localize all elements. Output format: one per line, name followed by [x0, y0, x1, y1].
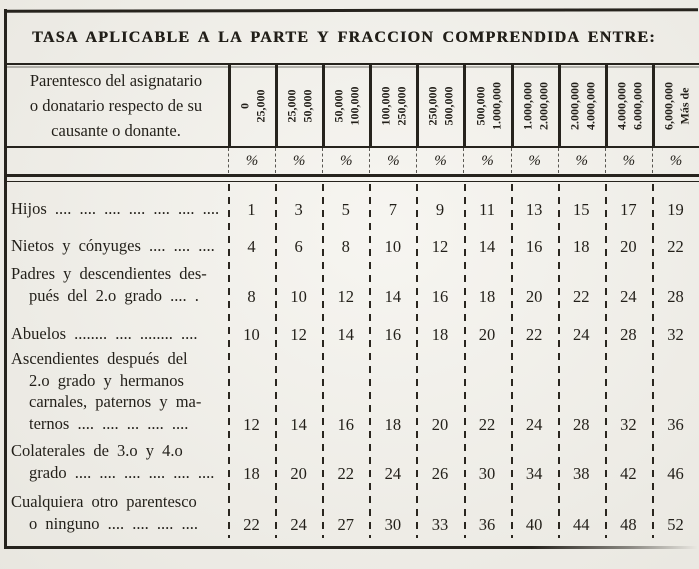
column-header	[652, 65, 699, 146]
bracket-line: 2.000,000	[567, 81, 582, 130]
rate-cell: 24	[525, 415, 543, 434]
bracket-line: 6,000,000	[661, 81, 676, 130]
rate-cell: 10	[290, 287, 307, 306]
column-header-rotated-text	[426, 86, 457, 125]
table-row	[4, 187, 699, 221]
rate-cell: 27	[337, 515, 354, 534]
rate-cell: 16	[337, 415, 354, 434]
rate-cell: 1	[247, 200, 256, 219]
row-header	[4, 65, 228, 146]
rate-cell: 38	[572, 464, 590, 483]
column-header	[369, 65, 416, 146]
rate-cell: 18	[478, 287, 496, 306]
rate-cell: 22	[572, 287, 590, 306]
row-label-line: 2.o grado y hermanos	[29, 370, 184, 390]
table-row	[4, 485, 699, 536]
row-label	[4, 235, 228, 258]
bracket-line: 50,000	[331, 89, 346, 122]
percent-symbol: %	[322, 148, 369, 173]
column-header-rotated-text	[285, 89, 316, 122]
page-title: TASA APLICABLE A LA PARTE Y FRACCION COMPRENDIDA ENTRE:	[32, 28, 656, 46]
rate-cell: 17	[620, 200, 637, 219]
rate-cell: 22	[243, 515, 260, 534]
bracket-line: Más de	[676, 87, 691, 124]
rate-cell: 22	[478, 415, 496, 434]
rate-cell: 32	[620, 415, 637, 434]
rate-cell: 28	[572, 415, 590, 434]
row-label-line: ternos .... .... ... .... ....	[29, 414, 189, 434]
row-label	[4, 263, 228, 308]
rate-cell: 36	[667, 415, 684, 434]
bracket-line: 100,000	[347, 86, 362, 125]
rate-cell: 10	[243, 325, 260, 344]
rate-cell: 24	[290, 515, 307, 534]
bracket-line: 500,000	[472, 86, 487, 125]
table-row	[4, 308, 699, 346]
bracket-line: 25,000	[253, 89, 268, 122]
rate-cell: 24	[620, 287, 637, 306]
rate-cell: 18	[431, 325, 449, 344]
rate-cell: 12	[337, 287, 354, 306]
rate-cell: 24	[384, 464, 402, 483]
row-label-line: Hijos .... .... .... .... .... .... ....	[11, 199, 220, 219]
rate-cell: 22	[667, 237, 684, 256]
column-header-rotated-text	[614, 82, 645, 130]
column-header	[511, 65, 558, 146]
rate-cell: 18	[384, 415, 402, 434]
percent-symbol: %	[416, 148, 463, 173]
column-header	[416, 65, 463, 146]
row-label	[4, 323, 228, 346]
row-header-line: Parentesco del asignatario	[29, 71, 203, 91]
column-header-rotated-text	[520, 82, 551, 130]
row-label-line: Nietos y cónyuges .... .... ....	[11, 236, 215, 256]
rate-cell: 11	[479, 200, 495, 219]
row-label-line: carnales, paternos y ma-	[29, 392, 202, 412]
percent-row-stub	[4, 148, 228, 173]
table-row	[4, 436, 699, 485]
rate-cell: 18	[243, 464, 260, 483]
rate-cell: 34	[525, 464, 543, 483]
bracket-line: 6.000,000	[629, 81, 644, 130]
rate-cell: 5	[341, 200, 350, 219]
rate-cell: 28	[667, 287, 684, 306]
bracket-line: 4.000,000	[614, 81, 629, 130]
bracket-line: 0	[237, 102, 252, 109]
rate-cell: 12	[243, 415, 260, 434]
column-header-rotated-text	[567, 82, 598, 130]
bracket-line: 4.000,000	[582, 81, 597, 130]
table-row	[4, 221, 699, 258]
rate-cell: 48	[620, 515, 637, 534]
row-header-line: causante o donante.	[51, 120, 181, 140]
row-label-line: Cualquiera otro parentesco	[11, 492, 197, 512]
rate-cell: 13	[525, 200, 543, 219]
row-label	[4, 440, 228, 485]
row-label-line: Colaterales de 3.o y 4.o	[11, 441, 183, 461]
rate-cell: 20	[525, 287, 543, 306]
rate-cell: 14	[478, 237, 496, 256]
rate-cell: 14	[337, 325, 354, 344]
rate-cell: 8	[341, 237, 350, 256]
bracket-line: 500,000	[441, 86, 456, 125]
row-label-line: o ninguno .... .... .... ....	[29, 514, 198, 534]
bracket-line: 1.000,000	[520, 81, 535, 130]
percent-symbol: %	[463, 148, 510, 173]
rate-cell: 30	[478, 464, 496, 483]
percent-symbol: %	[275, 148, 322, 173]
double-rule	[4, 174, 699, 182]
percent-symbol: %	[228, 148, 275, 173]
rate-cell: 40	[525, 515, 543, 534]
rate-cell: 3	[294, 200, 303, 219]
percent-symbol: %	[511, 148, 558, 173]
bracket-line: 2.000,000	[535, 81, 550, 130]
rate-cell: 20	[290, 464, 307, 483]
bracket-line: 100,000	[378, 86, 393, 125]
rate-cell: 20	[478, 325, 496, 344]
rate-cell: 19	[667, 200, 684, 219]
row-label	[4, 491, 228, 536]
rate-cell: 52	[667, 515, 684, 534]
row-label	[4, 348, 228, 436]
row-header-line: o donatario respecto de su	[29, 96, 203, 116]
rate-cell: 22	[337, 464, 354, 483]
rate-cell: 14	[384, 287, 402, 306]
rate-cell: 30	[384, 515, 402, 534]
row-label	[4, 198, 228, 221]
table-header	[4, 65, 699, 146]
row-label-line: pués del 2.o grado .... .	[29, 286, 199, 306]
row-label-line: Padres y descendientes des-	[11, 264, 207, 284]
rate-cell: 8	[247, 287, 256, 306]
column-header-rotated-text	[661, 82, 692, 130]
bracket-line: 25,000	[284, 89, 299, 122]
rate-cell: 22	[525, 325, 543, 344]
rate-cell: 24	[572, 325, 590, 344]
bracket-line: 250,000	[394, 86, 409, 125]
rate-cell: 42	[620, 464, 637, 483]
bracket-line: 1.000,000	[488, 81, 503, 130]
column-header	[605, 65, 652, 146]
percent-symbol: %	[558, 148, 605, 173]
rate-cell: 12	[431, 237, 449, 256]
row-label-line: Ascendientes después del	[11, 348, 188, 368]
rate-cell: 16	[525, 237, 543, 256]
column-header	[275, 65, 322, 146]
column-header	[322, 65, 369, 146]
table-row	[4, 258, 699, 308]
column-header	[558, 65, 605, 146]
column-header-rotated-text	[379, 86, 410, 125]
bracket-line: 50,000	[300, 89, 315, 122]
bottom-rule	[4, 546, 698, 549]
rate-cell: 12	[290, 325, 307, 344]
rate-cell: 16	[384, 325, 402, 344]
rate-cell: 20	[620, 237, 637, 256]
rate-cell: 4	[247, 237, 256, 256]
table-row	[4, 346, 699, 436]
column-header-rotated-text	[473, 82, 504, 130]
percent-row	[4, 148, 699, 173]
percent-symbol: %	[369, 148, 416, 173]
rate-cell: 33	[431, 515, 449, 534]
percent-symbol: %	[652, 148, 699, 173]
rate-cell: 9	[435, 200, 445, 219]
bracket-line: 250,000	[425, 86, 440, 125]
column-header-rotated-text	[332, 86, 363, 125]
row-label-line: grado .... .... .... .... .... ....	[29, 463, 215, 483]
rate-cell: 44	[572, 515, 590, 534]
rate-cell: 20	[431, 415, 449, 434]
rate-cell: 46	[667, 464, 684, 483]
rate-cell: 10	[384, 237, 402, 256]
column-header	[463, 65, 510, 146]
rate-cell: 28	[620, 325, 637, 344]
rate-cell: 6	[294, 237, 303, 256]
column-header-rotated-text	[237, 89, 268, 122]
column-header	[228, 65, 275, 146]
rate-cell: 7	[388, 200, 397, 219]
row-label-line: Abuelos ........ .... ........ ....	[11, 324, 198, 344]
table-body	[4, 182, 699, 544]
rate-cell: 32	[667, 325, 684, 344]
rate-cell: 18	[572, 237, 590, 256]
rate-cell: 26	[431, 464, 449, 483]
rate-cell: 16	[431, 287, 449, 306]
percent-symbol: %	[605, 148, 652, 173]
rate-cell: 15	[572, 200, 590, 219]
rate-cell: 14	[290, 415, 307, 434]
rate-cell: 36	[478, 515, 496, 534]
